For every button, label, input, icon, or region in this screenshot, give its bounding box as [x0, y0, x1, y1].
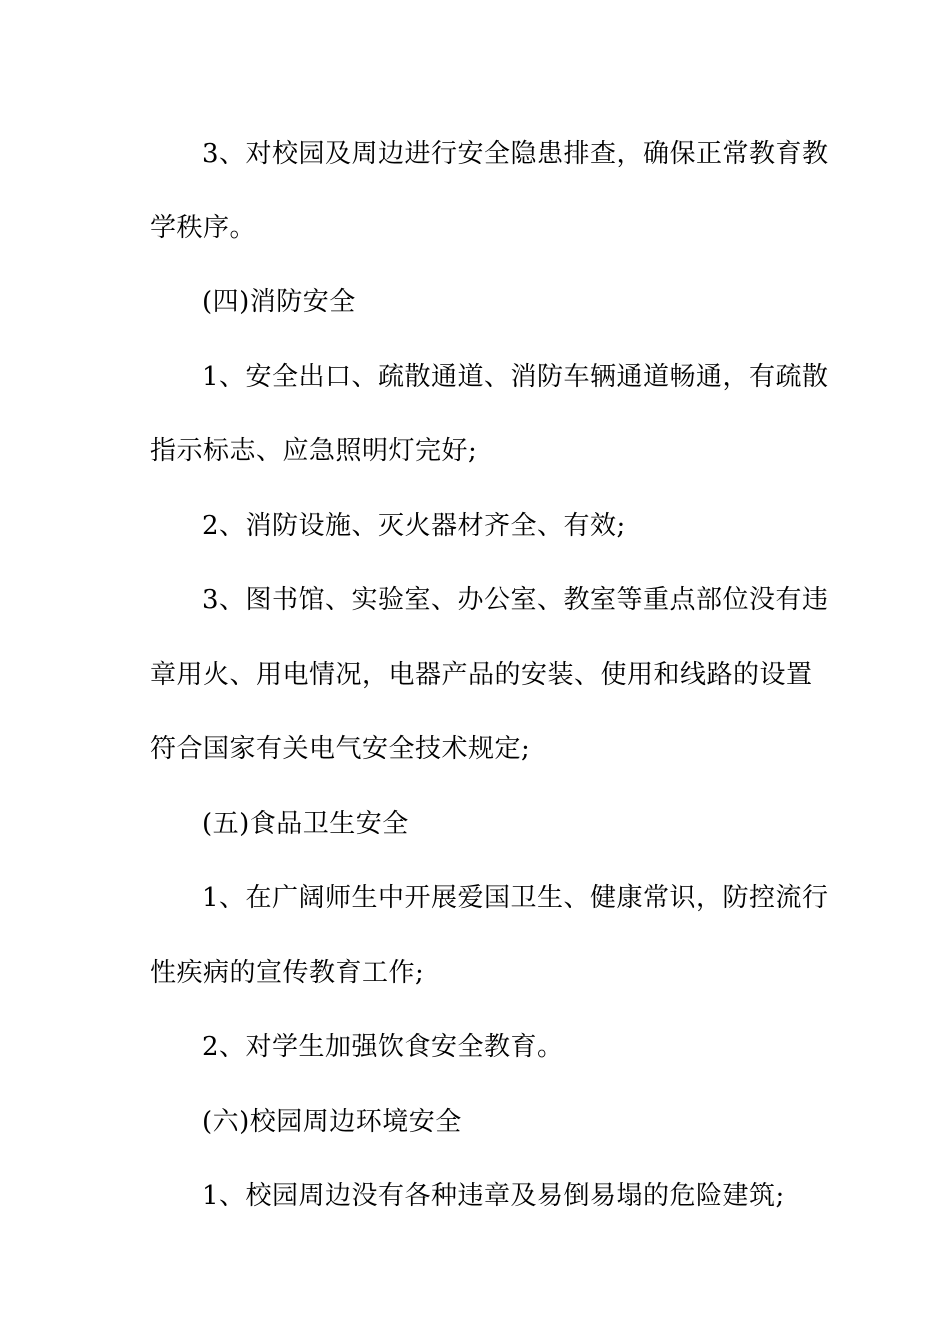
- paragraph-line: 3、对校园及周边进行安全隐患排查，确保正常教育教: [202, 139, 829, 169]
- paragraph-line: 3、图书馆、实验室、办公室、教室等重点部位没有违: [202, 585, 829, 615]
- paragraph-line: 章用火、用电情况，电器产品的安装、使用和线路的设置: [150, 660, 813, 690]
- paragraph-line: 2、对学生加强饮食安全教育。: [202, 1032, 564, 1062]
- paragraph-line: 符合国家有关电气安全技术规定;: [150, 734, 531, 764]
- paragraph-line: 1、校园周边没有各种违章及易倒易塌的危险建筑;: [202, 1181, 785, 1211]
- paragraph-line: 1、安全出口、疏散通道、消防车辆通道畅通，有疏散: [202, 362, 829, 392]
- paragraph-line: 性疾病的宣传教育工作;: [150, 958, 425, 988]
- section-heading-food-safety: (五)食品卫生安全: [202, 809, 409, 839]
- paragraph-line: 学秩序。: [150, 213, 257, 243]
- section-heading-fire-safety: (四)消防安全: [202, 287, 356, 317]
- paragraph-line: 1、在广阔师生中开展爱国卫生、健康常识，防控流行: [202, 883, 829, 913]
- section-heading-campus-environment: (六)校园周边环境安全: [202, 1107, 462, 1137]
- paragraph-line: 2、消防设施、灭火器材齐全、有效;: [202, 511, 626, 541]
- paragraph-line: 指示标志、应急照明灯完好;: [150, 436, 478, 466]
